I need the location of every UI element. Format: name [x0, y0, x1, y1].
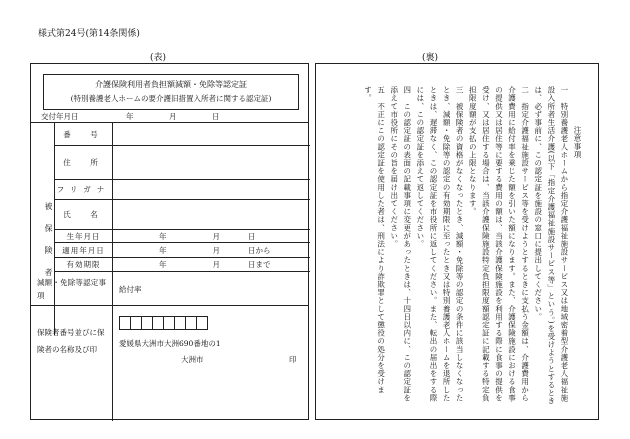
- furigana-label: フリガナ: [55, 180, 113, 199]
- insured-number-row: [55, 123, 310, 146]
- address-row: [55, 146, 310, 180]
- front-side-label: (表): [150, 53, 167, 63]
- seal-mark: 印: [289, 355, 297, 364]
- expiry-date-field[interactable]: [119, 258, 271, 271]
- reduction-section: [31, 272, 308, 306]
- notice-item-3: 三 被保険者の資格がなくなったとき、減額・免除等の認定の条件に該当しなくなったとき、減額・免除等の認定の有効期限に至ったとき又は特別養護老人ホームを退所したときは、遅滞なく、この認定証を市役所に返してください。また、転出の届出をする際には、この認定証を添えて返してください。: [415, 86, 465, 402]
- birth-year-unit: 年: [159, 231, 167, 241]
- issue-date-label: 交付年月日: [41, 112, 79, 121]
- form-number: 様式第24号(第14条関係): [38, 29, 140, 39]
- notice-item-2: 二 指定介護福祉施設サービス等を受けようとするときに支払う金額は、介護費用から介護費用に給付率を乗じた額を引いた額になります。また、介護保険施設における食事の提供又は居住等に要する費用の額は、当該介護保険施設を利用する際に食事の提供を受け、又は居住する場合は、当該介護保険施設特定負担限度額認定証に記載する特定負担限度額が支払の上限となります。: [468, 86, 530, 402]
- insurer-address: 愛媛県大洲市大洲690番地の1: [119, 339, 221, 348]
- insurer-section: [31, 306, 308, 421]
- start-date-field[interactable]: [119, 243, 271, 257]
- insurer-label: 保険者番号並びに保険者の名称及び印: [31, 306, 113, 421]
- birth-date-label: 生年月日: [55, 230, 113, 242]
- start-date-row: [55, 243, 310, 258]
- back-side-label: (裏): [422, 53, 439, 63]
- reduction-label: 減額・免除等認定事項: [31, 272, 113, 305]
- notice-item-1: 一 特別養護老人ホームから指定介護福祉施設サービス又は地域密着型介護老人福祉施設入所者生活介護(以下「指定介護福祉施設サービス等」という。)を受けようとするときは、必ず事前に、この認定証を施設の窓口に提出してください。: [533, 86, 569, 406]
- address-label: 住 所: [55, 146, 113, 179]
- start-date-label: 適用年月日: [55, 243, 113, 257]
- notice-title: 注意事項: [573, 126, 582, 159]
- start-year-unit: 年: [159, 245, 167, 255]
- insured-person-label: 被保険者: [31, 123, 55, 335]
- birth-month-unit: 月: [212, 231, 220, 241]
- notice-text: [361, 86, 584, 406]
- insurer-number-boxes[interactable]: [119, 316, 207, 330]
- front-side: [30, 63, 309, 420]
- certificate-title: 介護保険利用者負担額減額・免除等認定証: [95, 80, 247, 89]
- birth-date-field[interactable]: [119, 230, 256, 242]
- insured-number-label: 番 号: [55, 123, 113, 145]
- expiry-year-unit: 年: [159, 260, 167, 269]
- name-row: [55, 200, 310, 230]
- expiry-day-unit: 日まで: [248, 260, 271, 269]
- insurer-city: 大洲市: [181, 355, 204, 364]
- birth-day-unit: 日: [248, 231, 256, 241]
- furigana-row: [55, 180, 310, 200]
- start-month-unit: 月: [212, 245, 220, 255]
- notice-item-4: 四 この認定証の表面の記載事項に変更があったときは、十四日以内に、この認定証を添えて市役所にその旨を届け出てください。: [389, 86, 412, 402]
- expiry-month-unit: 月: [212, 260, 220, 269]
- birth-date-row: [55, 230, 310, 243]
- notice-item-5: 五 不正にこの認定証を使用した者は、刑法により詐欺罪として懲役の処分を受けます。: [363, 86, 386, 394]
- back-side: [315, 63, 599, 420]
- issue-date-units: 年 月 日: [126, 112, 234, 121]
- name-label: 氏 名: [55, 200, 113, 229]
- expiry-date-label: 有効期限: [55, 258, 113, 271]
- digit-box[interactable]: [196, 316, 208, 330]
- expiry-date-row: [55, 258, 310, 272]
- start-day-unit: 日から: [248, 245, 271, 255]
- certificate-title-box: [43, 74, 299, 110]
- certificate-subtitle: (特別養護老人ホームの要介護旧措置入所者に関する認定証): [70, 94, 272, 103]
- reduction-value: 給付率: [119, 285, 142, 294]
